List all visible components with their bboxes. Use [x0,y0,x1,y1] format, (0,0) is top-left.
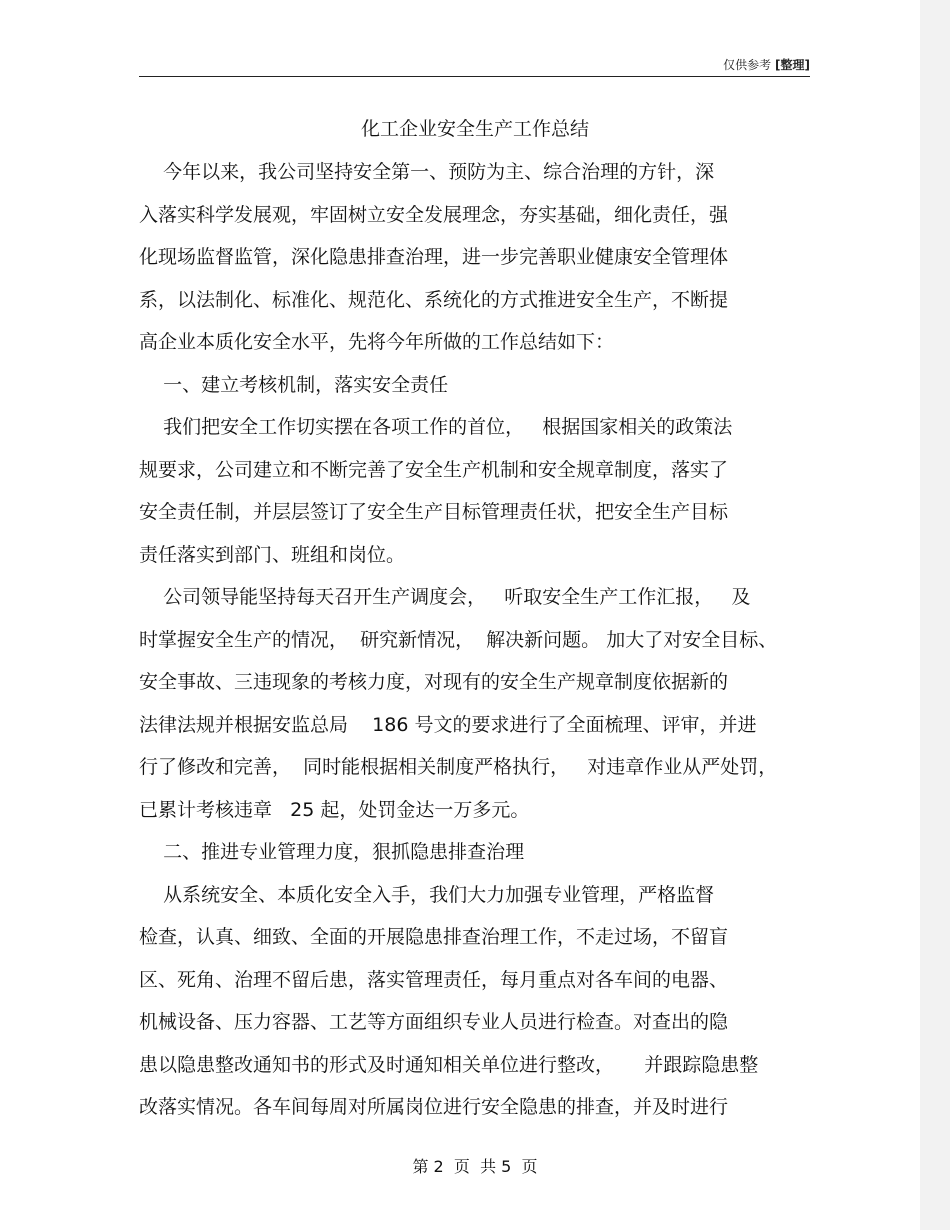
body-line: 检查，认真、细致、全面的开展隐患排查治理工作，不走过场，不留盲 [139,926,729,948]
body-line: 一、建立考核机制，落实安全责任 [139,373,449,396]
body-line: 入落实科学发展观，牢固树立安全发展理念，夯实基础，细化责任，强 [139,203,729,226]
body-line: 公司领导能坚持每天召开生产调度会， 听取安全生产工作汇报， 及 [139,586,751,608]
body-line: 法律法规并根据安监总局 186 号文的要求进行了全面梳理、评审，并进 [139,713,757,736]
body-line: 已累计考核违章 25 起，处罚金达一万多元。 [139,798,530,821]
header-tag: [整理] [775,58,810,72]
page-header [139,54,810,77]
body-line: 二、推进专业管理力度，狠抓隐患排查治理 [139,841,525,863]
body-line: 责任落实到部门、班组和岗位。 [139,543,406,566]
body-line: 机械设备、压力容器、工艺等方面组织专业人员进行检查。对查出的隐 [139,1011,729,1033]
body-line: 化现场监督监管，深化隐患排查治理，进一步完善职业健康安全管理体 [139,246,729,268]
body-line: 我们把安全工作切实摆在各项工作的首位， 根据国家相关的政策法 [139,416,733,438]
body-line: 从系统安全、本质化安全入手，我们大力加强专业管理，严格监督 [139,883,715,906]
body-line: 患以隐患整改通知书的形式及时通知相关单位进行整改， 并跟踪隐患整 [139,1053,759,1076]
body-line: 时掌握安全生产的情况， 研究新情况， 解决新问题。 加大了对安全目标、 [139,628,778,651]
body-line: 规要求，公司建立和不断完善了安全生产机制和安全规章制度，落实了 [139,458,729,481]
page-footer: 第 2 页 共 5 页 [412,1157,538,1176]
body-line: 区、死角、治理不留后患，落实管理责任，每月重点对各车间的电器、 [139,968,729,991]
body-line: 改落实情况。各车间每周对所属岗位进行安全隐患的排查，并及时进行 [139,1096,729,1118]
body-line: 安全责任制，并层层签订了安全生产目标管理责任状，把安全生产目标 [139,501,729,523]
header-note: 仅供参考 [723,58,772,72]
body-line: 行了修改和完善， 同时能根据相关制度严格执行， 对违章作业从严处罚， [139,756,778,778]
body-line: 今年以来，我公司坚持安全第一、预防为主、综合治理的方针，深 [139,161,715,183]
document-title: 化工企业安全生产工作总结 [360,118,589,140]
body-line: 高企业本质化安全水平，先将今年所做的工作总结如下： [139,331,615,353]
body-line: 安全事故、三违现象的考核力度，对现有的安全生产规章制度依据新的 [139,671,729,693]
body-line: 系，以法制化、标准化、规范化、系统化的方式推进安全生产，不断提 [139,288,729,311]
